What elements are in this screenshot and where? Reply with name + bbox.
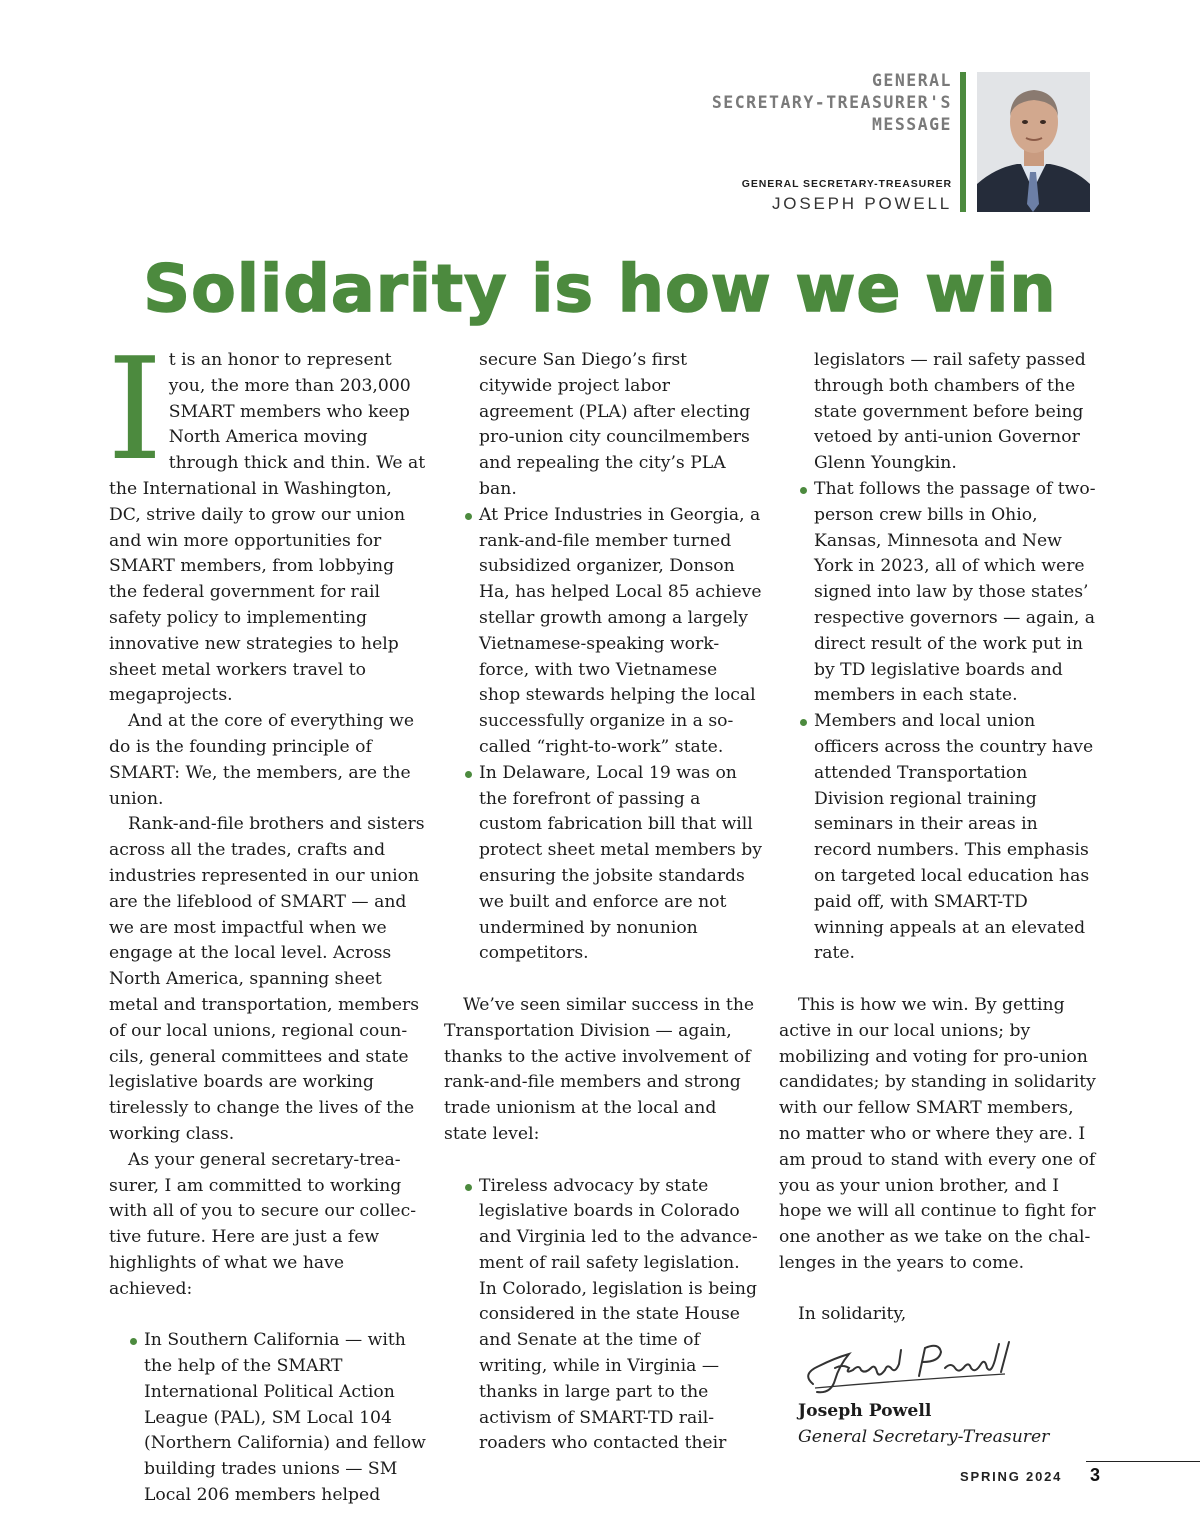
portrait-illustration	[977, 72, 1090, 212]
bullet-item: In Southern California — with the help of the SMART International Political Action League (PAL), SM Local 104 (Northern California) and fellow building trades unions — SM Local 206 members helped	[109, 1328, 427, 1509]
footer-issue: SPRING 2024	[960, 1469, 1063, 1484]
paragraph: This is how we win. By getting active in our local unions; by mobilizing and voting for pro-union candidates; by standing in solidarity with our fellow SMART members, no matter who or where they are. I am proud to stand with every one of you as your union brother, and I hope we will all continue to fight for one another as we take on the chal-lenges in the years to come.	[779, 994, 1096, 1273]
closing-line: In solidarity,	[798, 1304, 907, 1325]
article-column-2	[444, 348, 762, 1457]
bullet-item: At Price Industries in Georgia, a rank-and-file member turned subsidized organizer, Donson Ha, has helped Local 85 achieve stellar growth among a largely Vietnamese-speaking work-force, with two Vietnamese shop stewards helping the local successfully organize in a so-called “right-to-work” state.	[444, 503, 762, 761]
bullet-item: Tireless advocacy by state legislative boards in Colorado and Virginia led to the advance-ment of rail safety legislation. In Colorado, legislation is being considered in the state House and Senate at the time of writing, while in Virginia — thanks in large part to the activism of SMART-TD rail-roaders who contacted their	[444, 1174, 762, 1458]
kicker-line: SECRETARY-TREASURER'S	[711, 93, 952, 112]
article-column-1	[107, 328, 427, 1509]
paragraph: We’ve seen similar success in the Transportation Division — again, thanks to the active involvement of rank-and-file members and strong trade unionism at the local and state level:	[444, 994, 755, 1144]
bullet-item: That follows the passage of two-person crew bills in Ohio, Kansas, Minnesota and New York in 2023, all of which were signed into law by those states’ respective governors — again, a direct result of the work put in by TD legislative boards and members in each state.	[779, 477, 1097, 709]
paragraph: t is an honor to represent you, the more than 203,000 SMART members who keep North America moving through thick and thin. We at the International in Washington, DC, strive daily to grow our union and win more opportunities for SMART members, from lobbying the federal government for rail safety policy to implementing innovative new strategies to help sheet metal workers travel to megaprojects.	[109, 350, 426, 706]
bullet-continuation: legislators — rail safety passed through both chambers of the state government before being vetoed by anti-union Governor Glenn Youngkin.	[814, 350, 1086, 474]
signatory-name: Joseph Powell	[798, 1401, 932, 1422]
page-headline: Solidarity is how we win	[143, 252, 1057, 327]
kicker-line: MESSAGE	[871, 115, 952, 134]
bullet-item: Members and local union officers across the country have attended Transportation Division regional training seminars in their areas in record numbers. This emphasis on targeted local education has paid off, with SMART-TD winning appeals at an elevated rate.	[779, 709, 1097, 967]
author-name: JOSEPH POWELL	[772, 194, 952, 213]
bullet-continuation: secure San Diego’s first citywide project labor agreement (PLA) after electing pro-union city councilmembers and repealing the city’s PLA ban.	[479, 350, 751, 499]
paragraph: And at the core of everything we do is the founding principle of SMART: We, the members, are the union.	[109, 711, 415, 809]
article-column-3	[779, 348, 1097, 1451]
author-photo	[977, 72, 1090, 212]
paragraph: As your general secretary-trea-surer, I am committed to working with all of you to secure our collec-tive future. Here are just a few highlights of what we have achieved:	[109, 1149, 417, 1299]
footer-rule	[1086, 1461, 1200, 1462]
bullet-item: In Delaware, Local 19 was on the forefront of passing a custom fabrication bill that will protect sheet metal members by ensuring the jobsite standards we built and enforce are not undermined by nonunion competitors.	[444, 761, 762, 967]
signatory-title: General Secretary-Treasurer	[798, 1427, 1050, 1448]
drop-cap: I	[107, 328, 163, 492]
page-number: 3	[1090, 1465, 1101, 1485]
kicker-line: GENERAL	[871, 71, 952, 90]
signature-graphic	[795, 1334, 1025, 1399]
section-kicker	[712, 70, 952, 136]
accent-bar	[960, 72, 966, 212]
paragraph: Rank-and-file brothers and sisters across all the trades, crafts and industries represented in our union are the lifeblood of SMART — and we are most impactful when we engage at the local level. Across North America, spanning sheet metal and transportation, members of our local unions, regional coun-cils, general committees and state legislative boards are working tirelessly to change the lives of the working class.	[109, 814, 425, 1144]
author-role: GENERAL SECRETARY-TREASURER	[741, 178, 952, 190]
signature	[795, 1334, 1097, 1399]
